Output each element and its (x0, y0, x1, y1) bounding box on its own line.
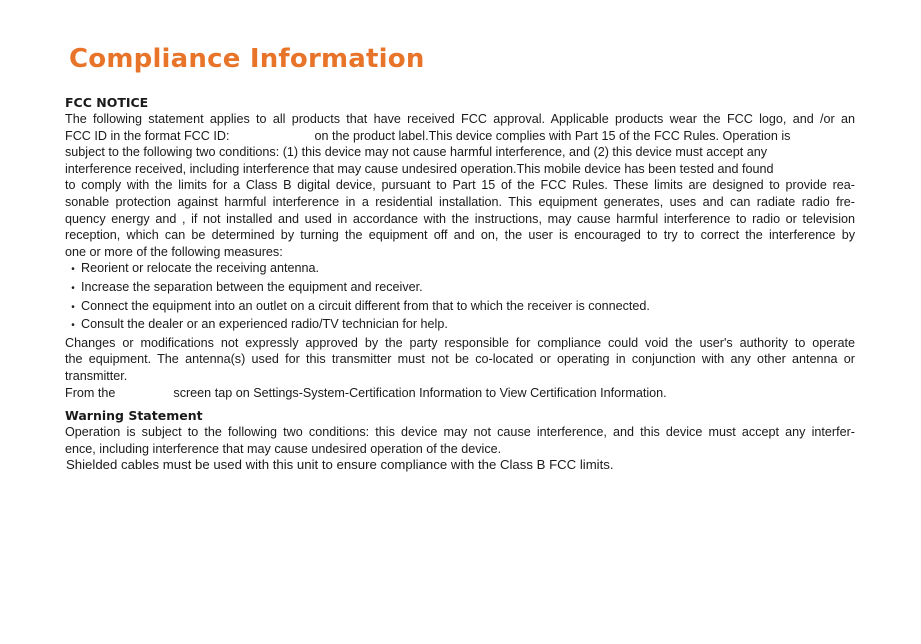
measure-item (65, 316, 855, 335)
measure-text: Increase the separation between the equipment and receiver. (81, 279, 423, 294)
page-title: Compliance Information (69, 44, 425, 74)
warning-line-2: ence, including interference that may cause undesired operation of the device. (65, 441, 502, 456)
measure-text: Connect the equipment into an outlet on a circuit different from that to which the receiver is connected. (81, 298, 650, 313)
fcc-id-suffix: on the product label.This device complies with Part 15 of the FCC Rules. Operation is (314, 128, 791, 143)
fcc-line-8: reception, which can be determined by turning the equipment off and on, the user is encouraged to try to correct the interference by (65, 228, 855, 243)
measure-item (65, 260, 855, 279)
changes-line-1: Changes or modifications not expressly approved by the party responsible for compliance could void the user's authority to operate (65, 335, 855, 350)
fcc-line-6: sonable protection against harmful interference in a residential installation. This equipment generates, uses and can radiate radio fre- (65, 194, 855, 209)
fcc-line-2 (65, 128, 855, 145)
from-screen-line (65, 385, 855, 402)
from-end: screen tap on Settings-System-Certification Information to View Certification Information. (173, 385, 667, 400)
compliance-content (65, 95, 855, 457)
bullet-glyph: • (71, 282, 75, 294)
fcc-line-9: one or more of the following measures: (65, 244, 283, 259)
bullet-glyph: • (71, 264, 75, 276)
fcc-id-prefix: FCC ID in the format FCC ID: (65, 128, 230, 143)
measure-text: Consult the dealer or an experienced radio/TV technician for help. (81, 317, 448, 332)
warning-line-1: Operation is subject to the following two conditions: this device may not cause interference, and this device must accept any interfer- (65, 425, 855, 440)
measure-item (65, 298, 855, 317)
from-start: From the (65, 385, 116, 400)
changes-line-3: transmitter. (65, 368, 128, 383)
bullet-glyph: • (71, 320, 75, 332)
measure-text: Reorient or relocate the receiving antenna. (81, 261, 320, 276)
shielded-cables-note: Shielded cables must be used with this unit to ensure compliance with the Class B FCC limits. (66, 457, 614, 472)
fcc-line-4: interference received, including interference that may cause undesired operation.This mobile device has been tested and found (65, 161, 774, 176)
fcc-line-3: subject to the following two conditions: (1) this device may not cause harmful interference, and (2) this device must accept any (65, 145, 768, 160)
warning-section (65, 408, 855, 457)
fcc-line-5: to comply with the limits for a Class B digital device, pursuant to Part 15 of the FCC Rules. These limits are designed to provide rea- (65, 178, 855, 193)
measure-item (65, 279, 855, 298)
bullet-glyph: • (71, 301, 75, 313)
fcc-line-7: quency energy and , if not installed and used in accordance with the instructions, may cause harmful interference to radio or television (65, 211, 855, 226)
fcc-notice-heading: FCC NOTICE (65, 95, 149, 110)
warning-heading: Warning Statement (65, 408, 203, 424)
fcc-line-1: The following statement applies to all products that have received FCC approval. Applicable products wear the FCC logo, and /or an (65, 112, 855, 126)
changes-line-2: the equipment. The antenna(s) used for this transmitter must not be co-located or operating in conjunction with any other antenna or (65, 352, 855, 367)
